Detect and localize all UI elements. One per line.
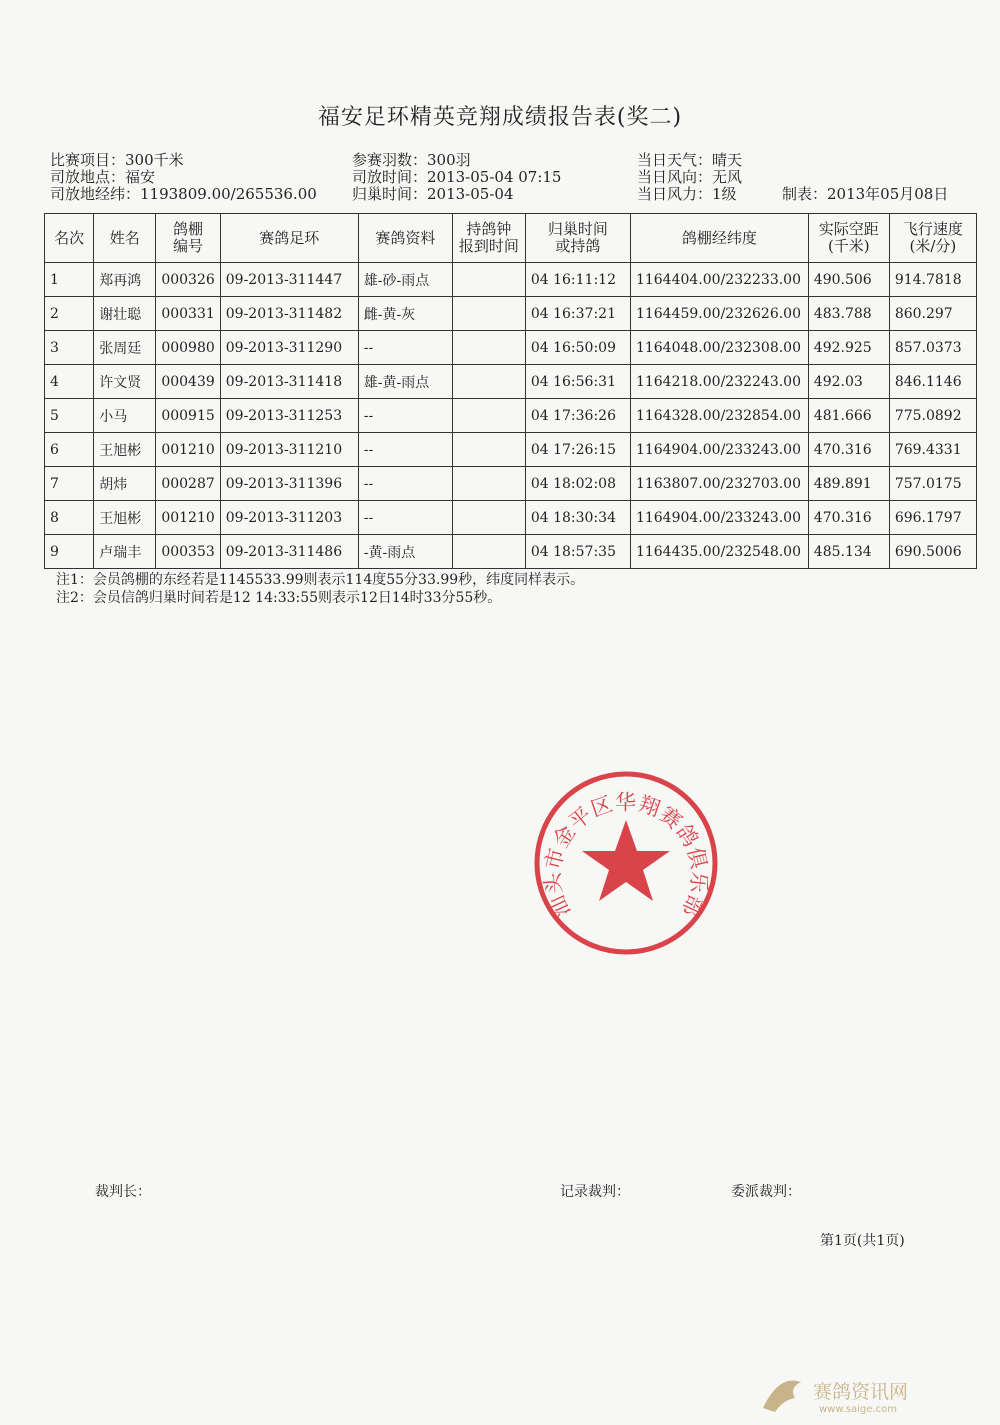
cell-clock-time: [453, 433, 526, 467]
release-coordinates: 司放地经纬：1193809.00/265536.00: [50, 185, 317, 203]
note-1: 注1：会员鸽棚的东经若是1145533.99则表示114度55分33.99秒，纬度同样表示。: [56, 572, 585, 588]
cell-rank: 5: [45, 399, 94, 433]
header-loft-coordinates: 鸽棚经纬度: [630, 214, 808, 263]
cell-ring-number: 09-2013-311253: [220, 399, 358, 433]
cell-ring-number: 09-2013-311418: [220, 365, 358, 399]
cell-loft-id: 001210: [156, 501, 220, 535]
table-row: [45, 467, 977, 501]
cell-bird-info: --: [358, 433, 452, 467]
cell-speed: 846.1146: [889, 365, 976, 399]
cell-ring-number: 09-2013-311482: [220, 297, 358, 331]
watermark-name: 赛鸽资讯网: [813, 1381, 909, 1403]
cell-clock-time: [453, 365, 526, 399]
watermark-url: www.saige.com: [819, 1404, 897, 1415]
table-row: [45, 535, 977, 569]
cell-return-time: 04 17:26:15: [525, 433, 630, 467]
cell-speed: 690.5006: [889, 535, 976, 569]
cell-distance: 485.134: [808, 535, 889, 569]
table-row: [45, 365, 977, 399]
cell-name: 张周廷: [94, 331, 156, 365]
table-row: [45, 263, 977, 297]
cell-return-time: 04 18:30:34: [525, 501, 630, 535]
cell-name: 卢瑞丰: [94, 535, 156, 569]
cell-speed: 860.297: [889, 297, 976, 331]
race-info-mid: [352, 152, 561, 203]
header-name: 姓名: [94, 214, 156, 263]
cell-bird-info: 雄-砂-雨点: [358, 263, 452, 297]
cell-return-time: 04 16:37:21: [525, 297, 630, 331]
cell-bird-info: --: [358, 399, 452, 433]
cell-clock-time: [453, 501, 526, 535]
cell-ring-number: 09-2013-311447: [220, 263, 358, 297]
cell-loft-coordinates: 1164435.00/232548.00: [630, 535, 808, 569]
cell-return-time: 04 18:57:35: [525, 535, 630, 569]
cell-bird-info: --: [358, 467, 452, 501]
cell-speed: 757.0175: [889, 467, 976, 501]
cell-loft-id: 000980: [156, 331, 220, 365]
release-location: 司放地点：福安: [50, 168, 156, 186]
chief-referee-label: 裁判长：: [95, 1184, 151, 1200]
release-time: 司放时间：2013-05-04 07:15: [352, 168, 562, 186]
cell-rank: 1: [45, 263, 94, 297]
cell-loft-coordinates: 1164218.00/232243.00: [630, 365, 808, 399]
table-body: [45, 263, 977, 569]
cell-speed: 696.1797: [889, 501, 976, 535]
cell-clock-time: [453, 535, 526, 569]
table-row: [45, 331, 977, 365]
cell-speed: 775.0892: [889, 399, 976, 433]
page-number: 第1页(共1页): [820, 1233, 905, 1249]
cell-loft-id: 000915: [156, 399, 220, 433]
table-header-row: [45, 214, 977, 263]
header-rank: 名次: [45, 214, 94, 263]
weather: 当日天气：晴天: [637, 151, 743, 169]
pigeon-icon: [763, 1380, 801, 1412]
prepared-date: 制表：2013年05月08日: [782, 185, 949, 203]
cell-rank: 9: [45, 535, 94, 569]
cell-bird-info: -黄-雨点: [358, 535, 452, 569]
cell-loft-coordinates: 1163807.00/232703.00: [630, 467, 808, 501]
cell-loft-id: 000326: [156, 263, 220, 297]
svg-text:汕头市金平区华翔赛鸽俱乐部: 汕头市金平区华翔赛鸽俱乐部: [540, 790, 712, 922]
cell-bird-info: 雄-黄-雨点: [358, 365, 452, 399]
record-referee-label: 记录裁判：: [560, 1184, 630, 1200]
return-date: 归巢时间：2013-05-04: [352, 185, 514, 203]
table-row: [45, 297, 977, 331]
table-row: [45, 399, 977, 433]
cell-rank: 8: [45, 501, 94, 535]
cell-ring-number: 09-2013-311396: [220, 467, 358, 501]
wind-force: 当日风力：1级: [637, 185, 737, 203]
cell-speed: 857.0373: [889, 331, 976, 365]
cell-ring-number: 09-2013-311486: [220, 535, 358, 569]
cell-name: 王旭彬: [94, 433, 156, 467]
cell-bird-info: --: [358, 331, 452, 365]
cell-return-time: 04 16:56:31: [525, 365, 630, 399]
cell-rank: 6: [45, 433, 94, 467]
cell-return-time: 04 18:02:08: [525, 467, 630, 501]
cell-distance: 490.506: [808, 263, 889, 297]
club-seal: [533, 770, 719, 956]
cell-name: 王旭彬: [94, 501, 156, 535]
cell-name: 郑再鸿: [94, 263, 156, 297]
cell-clock-time: [453, 399, 526, 433]
cell-distance: 492.925: [808, 331, 889, 365]
cell-speed: 914.7818: [889, 263, 976, 297]
cell-ring-number: 09-2013-311203: [220, 501, 358, 535]
race-distance: 比赛项目：300千米: [50, 151, 184, 169]
header-return-time: 归巢时间 或持鸽: [525, 214, 630, 263]
cell-loft-id: 000287: [156, 467, 220, 501]
cell-loft-coordinates: 1164904.00/233243.00: [630, 433, 808, 467]
cell-loft-coordinates: 1164904.00/233243.00: [630, 501, 808, 535]
header-speed: 飞行速度 (米/分): [889, 214, 976, 263]
cell-clock-time: [453, 331, 526, 365]
entry-count: 参赛羽数：300羽: [352, 151, 471, 169]
cell-ring-number: 09-2013-311210: [220, 433, 358, 467]
page-title: 福安足环精英竞翔成绩报告表(奖二): [317, 105, 683, 130]
cell-return-time: 04 17:36:26: [525, 399, 630, 433]
cell-rank: 2: [45, 297, 94, 331]
cell-bird-info: 雌-黄-灰: [358, 297, 452, 331]
cell-loft-coordinates: 1164459.00/232626.00: [630, 297, 808, 331]
cell-loft-id: 000331: [156, 297, 220, 331]
cell-speed: 769.4331: [889, 433, 976, 467]
cell-loft-id: 000439: [156, 365, 220, 399]
cell-clock-time: [453, 263, 526, 297]
cell-loft-coordinates: 1164048.00/232308.00: [630, 331, 808, 365]
note-2: 注2：会员信鸽归巢时间若是12 14:33:55则表示12日14时33分55秒。: [56, 590, 502, 606]
cell-rank: 3: [45, 331, 94, 365]
cell-name: 许文贤: [94, 365, 156, 399]
header-loft-id: 鸽棚 编号: [156, 214, 220, 263]
cell-distance: 492.03: [808, 365, 889, 399]
header-bird-info: 赛鸽资料: [358, 214, 452, 263]
cell-ring-number: 09-2013-311290: [220, 331, 358, 365]
cell-rank: 4: [45, 365, 94, 399]
cell-clock-time: [453, 297, 526, 331]
star-icon: [582, 820, 670, 901]
header-distance: 实际空距 (千米): [808, 214, 889, 263]
cell-return-time: 04 16:50:09: [525, 331, 630, 365]
header-clock-time: 持鸽钟 报到时间: [453, 214, 526, 263]
cell-distance: 483.788: [808, 297, 889, 331]
cell-loft-coordinates: 1164404.00/232233.00: [630, 263, 808, 297]
delegate-referee-label: 委派裁判：: [731, 1184, 801, 1200]
cell-distance: 470.316: [808, 501, 889, 535]
cell-clock-time: [453, 467, 526, 501]
cell-distance: 481.666: [808, 399, 889, 433]
cell-rank: 7: [45, 467, 94, 501]
notes: [56, 571, 584, 607]
cell-loft-id: 001210: [156, 433, 220, 467]
wind-direction: 当日风向：无风: [637, 168, 743, 186]
cell-distance: 489.891: [808, 467, 889, 501]
table-row: [45, 433, 977, 467]
watermark-logo: [755, 1370, 955, 1415]
cell-name: 胡炜: [94, 467, 156, 501]
cell-name: 小马: [94, 399, 156, 433]
cell-return-time: 04 16:11:12: [525, 263, 630, 297]
cell-loft-coordinates: 1164328.00/232854.00: [630, 399, 808, 433]
results-table: [44, 213, 977, 569]
header-ring-number: 赛鸽足环: [220, 214, 358, 263]
cell-loft-id: 000353: [156, 535, 220, 569]
race-info-left: [50, 152, 317, 203]
cell-name: 谢壮聪: [94, 297, 156, 331]
cell-distance: 470.316: [808, 433, 889, 467]
table-row: [45, 501, 977, 535]
cell-bird-info: --: [358, 501, 452, 535]
race-info-right: [637, 152, 742, 203]
